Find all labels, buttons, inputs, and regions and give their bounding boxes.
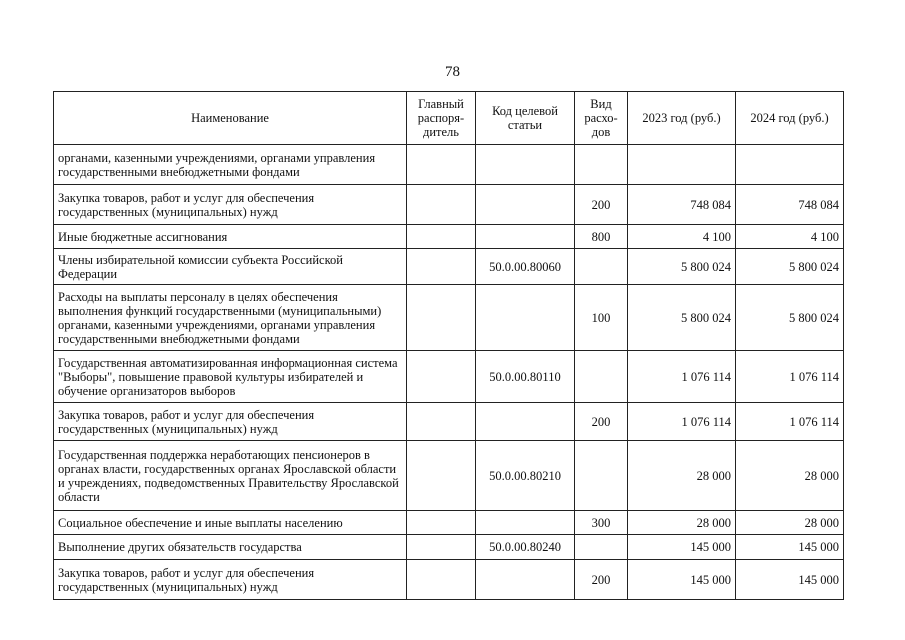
row-vr: 200 [575,403,628,441]
row-vr [575,351,628,403]
row-name: Выполнение других обязательств государства [54,535,407,560]
row-vr [575,145,628,185]
row-glav [407,351,476,403]
row-name: Государственная поддержка неработающих пенсионеров в органах власти, государственных органах Ярославской области и учреждениях, подведомственных Правительству Ярославской области [54,441,407,511]
row-2024: 145 000 [736,535,844,560]
table-row [54,441,844,511]
row-name: органами, казенными учреждениями, органами управления государственными внебюджетными фондами [54,145,407,185]
table-row [54,560,844,600]
row-glav [407,285,476,351]
row-2024: 28 000 [736,441,844,511]
row-2024: 5 800 024 [736,249,844,285]
row-name: Государственная автоматизированная информационная система "Выборы", повышение правовой культуры избирателей и обучение организаторов выборов [54,351,407,403]
row-2024: 4 100 [736,225,844,249]
row-2023 [628,145,736,185]
row-vr: 300 [575,511,628,535]
budget-table [53,91,844,600]
row-2023: 145 000 [628,535,736,560]
row-2024: 1 076 114 [736,351,844,403]
row-name: Закупка товаров, работ и услуг для обеспечения государственных (муниципальных) нужд [54,403,407,441]
row-2023: 28 000 [628,511,736,535]
row-vr [575,249,628,285]
row-2024: 28 000 [736,511,844,535]
row-kcs [476,285,575,351]
page-number: 78 [445,64,460,80]
row-2024 [736,145,844,185]
row-kcs [476,511,575,535]
row-kcs [476,145,575,185]
row-vr: 100 [575,285,628,351]
header-row [54,92,844,145]
header-2023: 2023 год (руб.) [628,92,736,145]
table-row [54,351,844,403]
table-row [54,225,844,249]
header-2024: 2024 год (руб.) [736,92,844,145]
row-vr: 200 [575,560,628,600]
row-vr: 800 [575,225,628,249]
header-name: Наименование [54,92,407,145]
row-glav [407,225,476,249]
row-name: Социальное обеспечение и иные выплаты населению [54,511,407,535]
row-glav [407,560,476,600]
table-row [54,285,844,351]
row-kcs: 50.0.00.80060 [476,249,575,285]
row-name: Члены избирательной комиссии субъекта Российской Федерации [54,249,407,285]
row-glav [407,511,476,535]
row-kcs [476,403,575,441]
row-glav [407,145,476,185]
row-2024: 5 800 024 [736,285,844,351]
row-kcs [476,560,575,600]
row-vr [575,535,628,560]
row-2024: 748 084 [736,185,844,225]
row-glav [407,249,476,285]
row-vr: 200 [575,185,628,225]
row-kcs: 50.0.00.80210 [476,441,575,511]
row-name: Расходы на выплаты персоналу в целях обеспечения выполнения функций государственными (муниципальными) органами, казенными учреждениями, органами управления государственными внебюджетными фондами [54,285,407,351]
row-glav [407,441,476,511]
row-2023: 1 076 114 [628,351,736,403]
table-row [54,185,844,225]
header-kcs: Код целевой статьи [476,92,575,145]
row-name: Закупка товаров, работ и услуг для обеспечения государственных (муниципальных) нужд [54,560,407,600]
table-row [54,145,844,185]
table-row [54,511,844,535]
row-vr [575,441,628,511]
row-glav [407,185,476,225]
row-2023: 5 800 024 [628,249,736,285]
header-glav: Главный распоря-дитель [407,92,476,145]
row-2023: 145 000 [628,560,736,600]
row-2023: 748 084 [628,185,736,225]
row-2023: 4 100 [628,225,736,249]
row-2023: 1 076 114 [628,403,736,441]
row-2023: 5 800 024 [628,285,736,351]
row-2023: 28 000 [628,441,736,511]
row-2024: 1 076 114 [736,403,844,441]
table-row [54,535,844,560]
table-row [54,249,844,285]
row-kcs [476,185,575,225]
row-glav [407,535,476,560]
header-vr: Вид расхо-дов [575,92,628,145]
row-2024: 145 000 [736,560,844,600]
row-kcs: 50.0.00.80110 [476,351,575,403]
row-kcs [476,225,575,249]
row-kcs: 50.0.00.80240 [476,535,575,560]
row-name: Закупка товаров, работ и услуг для обеспечения государственных (муниципальных) нужд [54,185,407,225]
row-name: Иные бюджетные ассигнования [54,225,407,249]
table-row [54,403,844,441]
row-glav [407,403,476,441]
